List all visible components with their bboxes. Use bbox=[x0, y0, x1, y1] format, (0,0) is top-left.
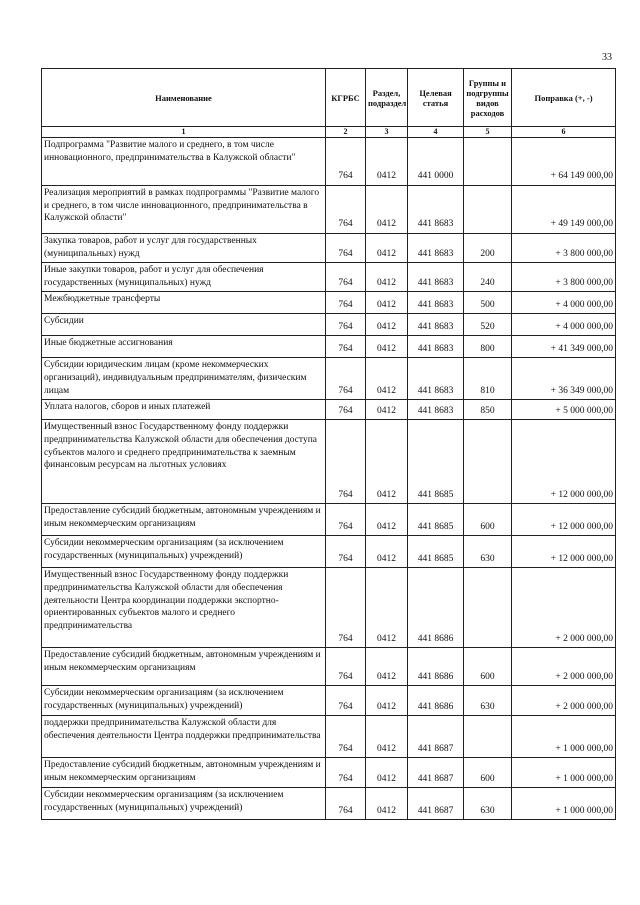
row-section: 0412 bbox=[366, 336, 408, 358]
row-kgrbs: 764 bbox=[326, 758, 366, 788]
row-name: Имущественный взнос Государственному фонду поддержки предпринимательства Калужской области для обеспечения деятельности Центра координации поддержки экспортно-ориентированных субъектов малого и среднего предпринимательства bbox=[42, 568, 326, 648]
row-kgrbs: 764 bbox=[326, 234, 366, 263]
row-name: Субсидии bbox=[42, 314, 326, 336]
row-name: Закупка товаров, работ и услуг для государственных (муниципальных) нужд bbox=[42, 234, 326, 263]
table-row bbox=[42, 336, 616, 358]
row-target: 441 8683 bbox=[408, 314, 464, 336]
row-group: 600 bbox=[464, 648, 512, 686]
row-section: 0412 bbox=[366, 263, 408, 292]
row-amount: + 4 000 000,00 bbox=[512, 292, 616, 314]
budget-amendment-table bbox=[41, 68, 616, 820]
row-group: 520 bbox=[464, 314, 512, 336]
table-row bbox=[42, 314, 616, 336]
row-amount: + 1 000 000,00 bbox=[512, 716, 616, 758]
row-section: 0412 bbox=[366, 400, 408, 420]
table-row bbox=[42, 186, 616, 234]
page-number: 33 bbox=[602, 52, 612, 63]
table-row bbox=[42, 504, 616, 536]
row-kgrbs: 764 bbox=[326, 648, 366, 686]
header-group: Группы и подгруппы видов расходов bbox=[464, 69, 512, 127]
column-number: 6 bbox=[512, 127, 616, 138]
row-section: 0412 bbox=[366, 568, 408, 648]
row-group: 600 bbox=[464, 504, 512, 536]
row-section: 0412 bbox=[366, 788, 408, 820]
row-section: 0412 bbox=[366, 504, 408, 536]
table-row bbox=[42, 263, 616, 292]
row-section: 0412 bbox=[366, 314, 408, 336]
row-kgrbs: 764 bbox=[326, 263, 366, 292]
row-amount: + 4 000 000,00 bbox=[512, 314, 616, 336]
row-name: Уплата налогов, сборов и иных платежей bbox=[42, 400, 326, 420]
row-section: 0412 bbox=[366, 292, 408, 314]
header-kgrbs: КГРБС bbox=[326, 69, 366, 127]
row-amount: + 41 349 000,00 bbox=[512, 336, 616, 358]
row-section: 0412 bbox=[366, 758, 408, 788]
row-kgrbs: 764 bbox=[326, 358, 366, 400]
column-number: 4 bbox=[408, 127, 464, 138]
row-kgrbs: 764 bbox=[326, 536, 366, 568]
row-group: 630 bbox=[464, 788, 512, 820]
row-group bbox=[464, 186, 512, 234]
row-target: 441 8683 bbox=[408, 292, 464, 314]
row-target: 441 8686 bbox=[408, 568, 464, 648]
row-section: 0412 bbox=[366, 686, 408, 716]
table-row bbox=[42, 788, 616, 820]
column-number: 3 bbox=[366, 127, 408, 138]
row-group: 200 bbox=[464, 234, 512, 263]
column-number: 1 bbox=[42, 127, 326, 138]
row-group bbox=[464, 138, 512, 186]
row-group bbox=[464, 420, 512, 504]
row-group: 630 bbox=[464, 536, 512, 568]
row-kgrbs: 764 bbox=[326, 336, 366, 358]
row-target: 441 8685 bbox=[408, 536, 464, 568]
row-name: Имущественный взнос Государственному фонду поддержки предпринимательства Калужской области для обеспечения доступа субъектов малого и среднего предпринимательства к заемным финансовым ресурсам на льготных условиях bbox=[42, 420, 326, 504]
row-kgrbs: 764 bbox=[326, 186, 366, 234]
header-target: Целевая статья bbox=[408, 69, 464, 127]
row-name: Подпрограмма "Развитие малого и среднего, в том числе инновационного, предпринимательства в Калужской области" bbox=[42, 138, 326, 186]
row-name: Субсидии юридическим лицам (кроме некоммерческих организаций), индивидуальным предпринимателям, физическим лицам bbox=[42, 358, 326, 400]
row-name: Субсидии некоммерческим организациям (за исключением государственных (муниципальных) учреждений) bbox=[42, 686, 326, 716]
row-section: 0412 bbox=[366, 648, 408, 686]
row-group: 850 bbox=[464, 400, 512, 420]
row-amount: + 12 000 000,00 bbox=[512, 504, 616, 536]
row-group: 810 bbox=[464, 358, 512, 400]
row-amount: + 1 000 000,00 bbox=[512, 758, 616, 788]
row-target: 441 8686 bbox=[408, 648, 464, 686]
row-group: 240 bbox=[464, 263, 512, 292]
row-section: 0412 bbox=[366, 234, 408, 263]
row-section: 0412 bbox=[366, 420, 408, 504]
row-target: 441 8683 bbox=[408, 234, 464, 263]
table-row bbox=[42, 648, 616, 686]
row-name: Реализация мероприятий в рамках подпрограммы "Развитие малого и среднего, в том числе инновационного, предпринимательства в Калужской области" bbox=[42, 186, 326, 234]
row-section: 0412 bbox=[366, 358, 408, 400]
row-group bbox=[464, 716, 512, 758]
row-kgrbs: 764 bbox=[326, 420, 366, 504]
column-number: 2 bbox=[326, 127, 366, 138]
header-section: Раздел, подраздел bbox=[366, 69, 408, 127]
table-row bbox=[42, 358, 616, 400]
row-target: 441 8683 bbox=[408, 358, 464, 400]
row-target: 441 8685 bbox=[408, 420, 464, 504]
row-target: 441 0000 bbox=[408, 138, 464, 186]
row-section: 0412 bbox=[366, 138, 408, 186]
row-kgrbs: 764 bbox=[326, 292, 366, 314]
table-row bbox=[42, 420, 616, 504]
table-row bbox=[42, 568, 616, 648]
row-amount: + 2 000 000,00 bbox=[512, 568, 616, 648]
row-name: поддержки предпринимательства Калужской области для обеспечения деятельности Центра поддержки предпринимательства bbox=[42, 716, 326, 758]
row-amount: + 3 800 000,00 bbox=[512, 263, 616, 292]
row-section: 0412 bbox=[366, 186, 408, 234]
header-amount: Поправка (+, -) bbox=[512, 69, 616, 127]
table-row bbox=[42, 292, 616, 314]
row-amount: + 5 000 000,00 bbox=[512, 400, 616, 420]
row-group: 800 bbox=[464, 336, 512, 358]
row-target: 441 8687 bbox=[408, 716, 464, 758]
row-kgrbs: 764 bbox=[326, 504, 366, 536]
table-row bbox=[42, 138, 616, 186]
row-name: Субсидии некоммерческим организациям (за исключением государственных (муниципальных) учреждений) bbox=[42, 788, 326, 820]
row-target: 441 8687 bbox=[408, 758, 464, 788]
row-name: Предоставление субсидий бюджетным, автономным учреждениям и иным некоммерческим организациям bbox=[42, 648, 326, 686]
row-section: 0412 bbox=[366, 716, 408, 758]
table-row bbox=[42, 716, 616, 758]
row-group: 500 bbox=[464, 292, 512, 314]
column-number: 5 bbox=[464, 127, 512, 138]
table-row bbox=[42, 400, 616, 420]
row-amount: + 3 800 000,00 bbox=[512, 234, 616, 263]
row-name: Иные бюджетные ассигнования bbox=[42, 336, 326, 358]
row-target: 441 8685 bbox=[408, 504, 464, 536]
row-kgrbs: 764 bbox=[326, 138, 366, 186]
table-row bbox=[42, 758, 616, 788]
row-group: 630 bbox=[464, 686, 512, 716]
row-target: 441 8683 bbox=[408, 186, 464, 234]
row-group: 600 bbox=[464, 758, 512, 788]
row-kgrbs: 764 bbox=[326, 716, 366, 758]
table-row bbox=[42, 536, 616, 568]
row-amount: + 64 149 000,00 bbox=[512, 138, 616, 186]
row-name: Субсидии некоммерческим организациям (за исключением государственных (муниципальных) учреждений) bbox=[42, 536, 326, 568]
row-kgrbs: 764 bbox=[326, 314, 366, 336]
row-target: 441 8686 bbox=[408, 686, 464, 716]
row-amount: + 12 000 000,00 bbox=[512, 536, 616, 568]
row-kgrbs: 764 bbox=[326, 788, 366, 820]
row-target: 441 8683 bbox=[408, 336, 464, 358]
row-amount: + 49 149 000,00 bbox=[512, 186, 616, 234]
row-name: Предоставление субсидий бюджетным, автономным учреждениям и иным некоммерческим организациям bbox=[42, 504, 326, 536]
row-name: Иные закупки товаров, работ и услуг для обеспечения государственных (муниципальных) нужд bbox=[42, 263, 326, 292]
row-kgrbs: 764 bbox=[326, 568, 366, 648]
row-target: 441 8687 bbox=[408, 788, 464, 820]
row-amount: + 36 349 000,00 bbox=[512, 358, 616, 400]
row-amount: + 12 000 000,00 bbox=[512, 420, 616, 504]
row-group bbox=[464, 568, 512, 648]
row-kgrbs: 764 bbox=[326, 400, 366, 420]
row-amount: + 2 000 000,00 bbox=[512, 648, 616, 686]
row-section: 0412 bbox=[366, 536, 408, 568]
column-number-row bbox=[42, 127, 616, 138]
row-name: Межбюджетные трансферты bbox=[42, 292, 326, 314]
header-row bbox=[42, 69, 616, 127]
row-amount: + 2 000 000,00 bbox=[512, 686, 616, 716]
table-row bbox=[42, 686, 616, 716]
header-name: Наименование bbox=[42, 69, 326, 127]
row-target: 441 8683 bbox=[408, 263, 464, 292]
row-amount: + 1 000 000,00 bbox=[512, 788, 616, 820]
table-row bbox=[42, 234, 616, 263]
row-target: 441 8683 bbox=[408, 400, 464, 420]
row-kgrbs: 764 bbox=[326, 686, 366, 716]
row-name: Предоставление субсидий бюджетным, автономным учреждениям и иным некоммерческим организациям bbox=[42, 758, 326, 788]
